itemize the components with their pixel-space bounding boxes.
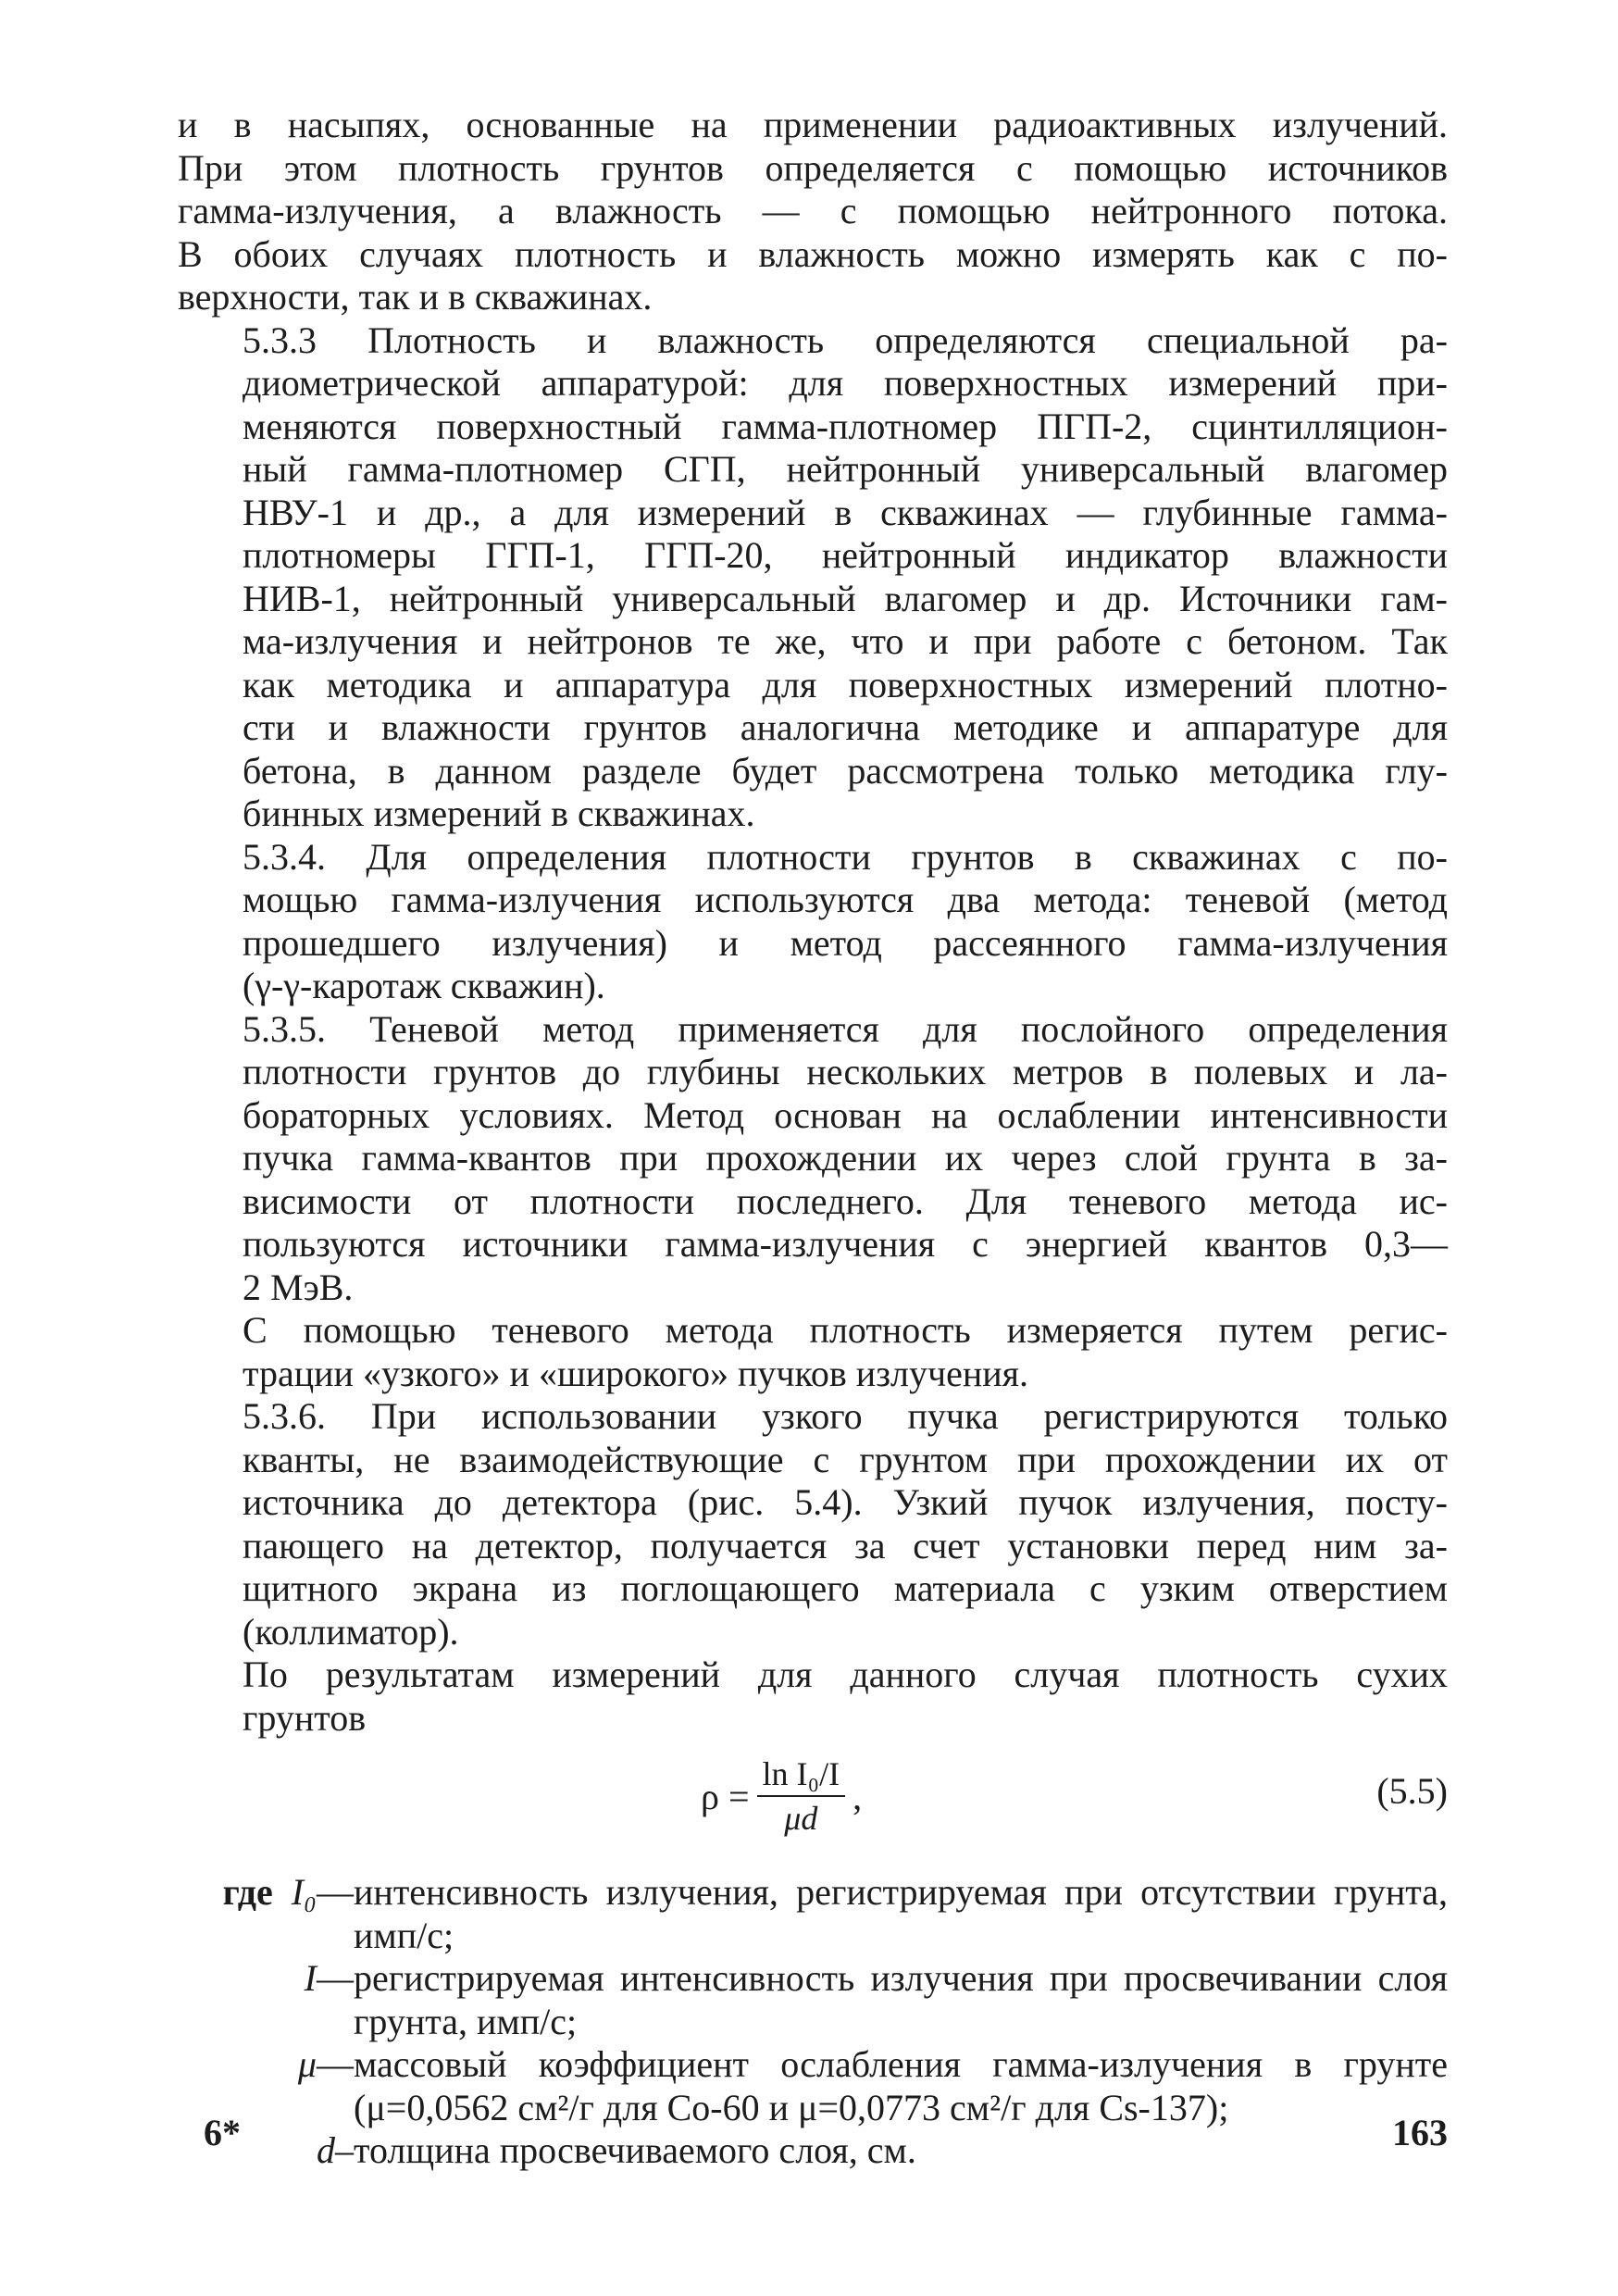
text-line: 5.3.4. Для определения плотности грунтов в скважинах с по-	[243, 835, 1448, 878]
definition-item	[178, 1957, 1448, 2043]
text-line: пучка гамма-квантов при прохождении их через слой грунта в за-	[243, 1137, 1448, 1179]
definition-symbol: I₀	[291, 1871, 317, 1913]
where-word: где	[222, 1871, 273, 1913]
text-line: пользуются источники гамма-излучения с энергией квантов 0,3—	[243, 1223, 1448, 1265]
text-line: По результатам измерений для данного случая плотность сухих	[243, 1653, 1448, 1695]
definition-item	[178, 2043, 1448, 2129]
definition-dash: —	[317, 1957, 354, 1999]
text-line: 5.3.3 Плотность и влажность определяются специальной ра-	[243, 318, 1448, 361]
text-line: сти и влажности грунтов аналогична методике и аппаратуре для	[243, 706, 1448, 748]
paragraph-p535b	[178, 1309, 1448, 1395]
text-line: висимости от плотности последнего. Для теневого метода ис-	[243, 1179, 1448, 1222]
text-line: 5.3.5. Теневой метод применяется для послойного определения	[243, 1007, 1448, 1050]
text-line: как методика и аппаратура для поверхностных измерений плотно-	[243, 663, 1448, 705]
definition-dash: –	[335, 2129, 354, 2171]
formula-lhs: ρ =	[701, 1775, 750, 1817]
text-line: бетона, в данном разделе будет рассмотрена только методика глу-	[243, 749, 1448, 792]
definition-lead	[178, 1957, 354, 2043]
definition-item	[178, 2129, 1448, 2173]
definition-text: интенсивность излучения, регистрируемая при отсутствии грунта, имп/с;	[354, 1871, 1448, 1956]
page-number: 163	[1392, 2112, 1448, 2153]
text-line: кванты, не взаимодействующие с грунтом при прохождении их от	[243, 1438, 1448, 1480]
text-line: и в насыпях, основанные на применении радиоактивных излучений.	[178, 104, 1448, 145]
paragraph-intro	[178, 104, 1448, 319]
paragraph-p535	[178, 1008, 1448, 1310]
text-line: 2 МэВ.	[243, 1266, 354, 1308]
text-line: В обоих случаях плотность и влажность можно измерять как с по-	[178, 232, 1448, 275]
text-line: щитного экрана из поглощающего материала с узким отверстием	[243, 1567, 1448, 1609]
symbol-definitions	[178, 1871, 1448, 2173]
text-line: бораторных условиях. Метод основан на ослаблении интенсивности	[243, 1093, 1448, 1136]
text-line: ма-излучения и нейтронов те же, что и при работе с бетоном. Так	[243, 620, 1448, 662]
definition-dash: —	[317, 1871, 354, 1913]
signature-mark: 6*	[204, 2112, 241, 2153]
formula-denominator: μd	[784, 1800, 818, 1837]
definition-lead	[178, 1871, 354, 1957]
text-line: пающего на детектор, получается за счет установки перед ним за-	[243, 1524, 1448, 1566]
text-line: НВУ-1 и др., а для измерений в скважинах — глубинные гамма-	[243, 491, 1448, 533]
text-line: НИВ-1, нейтронный универсальный влагомер и др. Источники гам-	[243, 577, 1448, 619]
text-line: плотномеры ГГП-1, ГГП-20, нейтронный индикатор влажности	[243, 534, 1448, 576]
definition-text: толщина просвечиваемого слоя, см.	[354, 2129, 916, 2171]
definition-dash: —	[317, 2043, 354, 2085]
definition-text: регистрируемая интенсивность излучения при просвечивании слоя грунта, имп/с;	[354, 1957, 1448, 2042]
definition-item	[178, 1871, 1448, 1957]
body-text	[178, 104, 1448, 1740]
equation-number: (5.5)	[1376, 1770, 1448, 1812]
definition-symbol: μ	[297, 2043, 317, 2085]
text-line: верхности, так и в скважинах.	[178, 276, 653, 318]
paragraph-p536	[178, 1395, 1448, 1653]
text-line: плотности грунтов до глубины нескольких метров в полевых и ла-	[243, 1051, 1448, 1092]
definition-text: массовый коэффициент ослабления гамма-излучения в грунте (μ=0,0562 см²/г для Co-60 и μ=0,0773 см²/г для Cs-137);	[354, 2043, 1448, 2128]
text-line: источника до детектора (рис. 5.4). Узкий пучок излучения, посту-	[243, 1481, 1448, 1523]
text-line: (γ-γ-каротаж скважин).	[243, 965, 605, 1006]
text-line: меняются поверхностный гамма-плотномер ПГП-2, сцинтилляцион-	[243, 405, 1448, 447]
paragraph-p534	[178, 836, 1448, 1008]
text-line: При этом плотность грунтов определяется с помощью источников	[178, 146, 1448, 189]
text-line: трации «узкого» и «широкого» пучков излучения.	[243, 1352, 1029, 1394]
formula-numerator: ln I₀/I	[757, 1754, 846, 1797]
document-page	[178, 104, 1448, 2173]
formula-trailing: ,	[853, 1775, 863, 1817]
text-line: ный гамма-плотномер СГП, нейтронный универсальный влагомер	[243, 448, 1448, 490]
text-line: (коллиматор).	[243, 1610, 459, 1653]
paragraph-p533	[178, 319, 1448, 836]
text-line: 5.3.6. При использовании узкого пучка регистрируются только	[243, 1395, 1448, 1437]
formula-expression	[701, 1754, 862, 1838]
formula-fraction	[757, 1754, 846, 1838]
formula-5-5	[178, 1745, 1448, 1856]
text-line: прошедшего излучения) и метод рассеянного гамма-излучения	[243, 921, 1448, 964]
definition-symbol: d	[317, 2129, 335, 2171]
text-line: грунтов	[243, 1696, 367, 1739]
definition-symbol: I	[304, 1957, 317, 1999]
paragraph-p_results	[178, 1653, 1448, 1740]
text-line: С помощью теневого метода плотность измеряется путем регис-	[243, 1309, 1448, 1351]
text-line: гамма-излучения, а влажность — с помощью нейтронного потока.	[178, 190, 1448, 231]
text-line: бинных измерений в скважинах.	[243, 792, 755, 834]
text-line: мощью гамма-излучения используются два метода: теневой (метод	[243, 879, 1448, 920]
text-line: диометрической аппаратурой: для поверхностных измерений при-	[243, 362, 1448, 404]
